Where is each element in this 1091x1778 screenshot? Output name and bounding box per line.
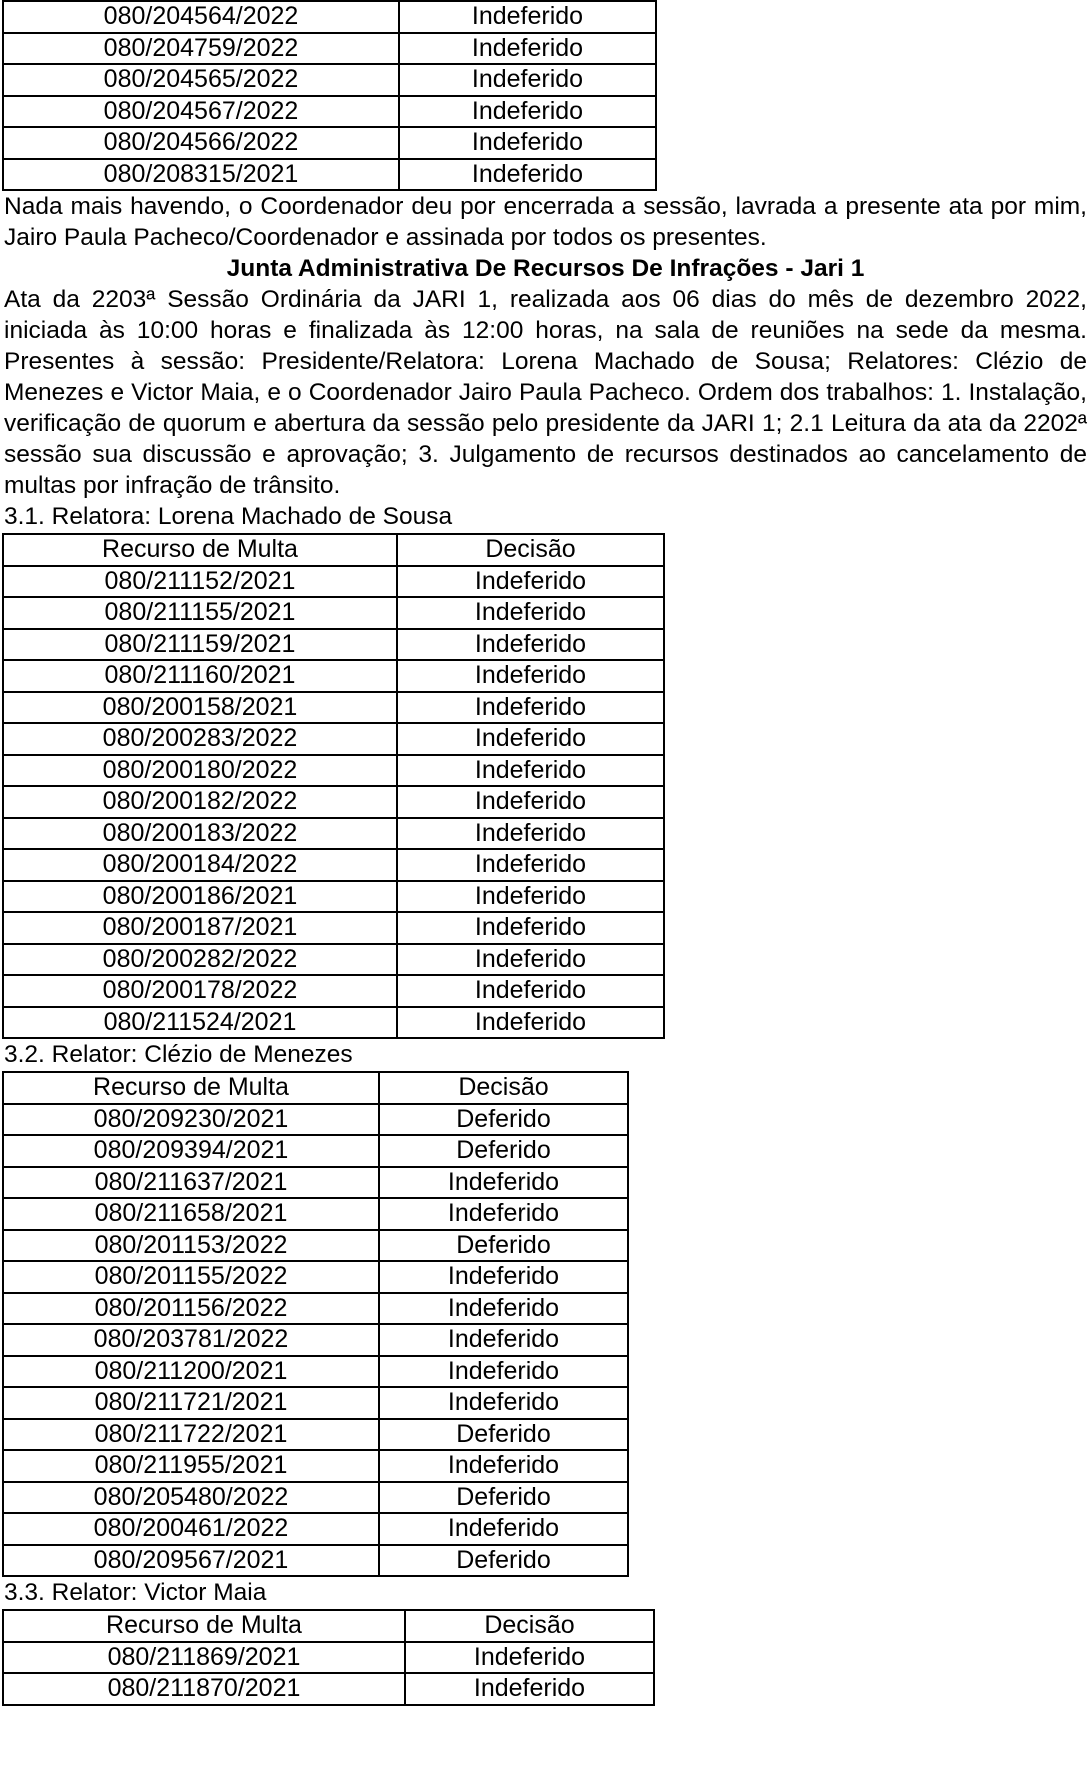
recurso-cell: 080/201155/2022 xyxy=(3,1261,379,1293)
decisao-cell: Indeferido xyxy=(379,1513,628,1545)
table-row xyxy=(3,566,664,598)
table-row xyxy=(3,33,656,65)
recurso-cell: 080/201156/2022 xyxy=(3,1293,379,1325)
decisao-cell: Indeferido xyxy=(399,1,656,33)
table-row xyxy=(3,1135,628,1167)
decisao-cell: Deferido xyxy=(379,1419,628,1451)
session-minutes-paragraph: Ata da 2203ª Sessão Ordinária da JARI 1, realizada aos 06 dias do mês de dezembro 2022, iniciada às 10:00 horas e finalizada às 12:00 horas, na sala de reuniões na sede da mesma. Presentes à sessão: Presidente/Relatora: Lorena Machado de Sousa; Relatores: Clézio de Menezes e Victor Maia, e o Coordenador Jairo Paula Pacheco. Ordem dos trabalhos: 1. Instalação, verificação de quorum e abertura da sessão pelo presidente da JARI 1; 2.1 Leitura da ata da 2202ª sessão sua discussão e aprovação; 3. Julgamento de recursos destinados ao cancelamento de multas por infração de trânsito. xyxy=(4,286,1087,499)
recurso-cell: 080/211200/2021 xyxy=(3,1356,379,1388)
decisao-cell: Indeferido xyxy=(397,566,664,598)
table-row xyxy=(3,1482,628,1514)
table-row xyxy=(3,1545,628,1577)
decision-table-clezio xyxy=(2,1071,629,1577)
recurso-cell: 080/211869/2021 xyxy=(3,1642,405,1674)
table-row xyxy=(3,1167,628,1199)
header-recurso: Recurso de Multa xyxy=(3,1610,405,1642)
table-row xyxy=(3,1419,628,1451)
recurso-cell: 080/211658/2021 xyxy=(3,1198,379,1230)
recurso-cell: 080/211721/2021 xyxy=(3,1387,379,1419)
table-row xyxy=(3,159,656,191)
section-label-relatora-lorena: 3.1. Relatora: Lorena Machado de Sousa xyxy=(4,503,453,530)
recurso-cell: 080/211160/2021 xyxy=(3,660,397,692)
table-row xyxy=(3,1261,628,1293)
section-label-relator-clezio: 3.2. Relator: Clézio de Menezes xyxy=(4,1041,353,1068)
recurso-cell: 080/200461/2022 xyxy=(3,1513,379,1545)
recurso-cell: 080/211637/2021 xyxy=(3,1167,379,1199)
table-row xyxy=(3,629,664,661)
decisao-cell: Indeferido xyxy=(379,1324,628,1356)
recurso-cell: 080/211155/2021 xyxy=(3,597,397,629)
recurso-cell: 080/209230/2021 xyxy=(3,1104,379,1136)
header-recurso: Recurso de Multa xyxy=(3,1072,379,1104)
recurso-cell: 080/208315/2021 xyxy=(3,159,399,191)
recurso-cell: 080/204567/2022 xyxy=(3,96,399,128)
table-row xyxy=(3,1673,654,1705)
decisao-cell: Indeferido xyxy=(397,1007,664,1039)
table-row xyxy=(3,1324,628,1356)
decisao-cell: Indeferido xyxy=(397,755,664,787)
recurso-cell: 080/200178/2022 xyxy=(3,975,397,1007)
recurso-cell: 080/211524/2021 xyxy=(3,1007,397,1039)
recurso-cell: 080/211159/2021 xyxy=(3,629,397,661)
table-row xyxy=(3,849,664,881)
recurso-cell: 080/200180/2022 xyxy=(3,755,397,787)
header-decisao: Decisão xyxy=(397,534,664,566)
recurso-cell: 080/200184/2022 xyxy=(3,849,397,881)
header-recurso: Recurso de Multa xyxy=(3,534,397,566)
table-row xyxy=(3,1104,628,1136)
header-decisao: Decisão xyxy=(405,1610,654,1642)
table-row xyxy=(3,944,664,976)
table-row xyxy=(3,597,664,629)
recurso-cell: 080/205480/2022 xyxy=(3,1482,379,1514)
decisao-cell: Indeferido xyxy=(397,975,664,1007)
decisao-cell: Indeferido xyxy=(397,944,664,976)
document-title: Junta Administrativa De Recursos De Infrações - Jari 1 xyxy=(226,255,865,282)
decisao-cell: Indeferido xyxy=(379,1293,628,1325)
recurso-cell: 080/200186/2021 xyxy=(3,881,397,913)
table-row xyxy=(3,1513,628,1545)
recurso-cell: 080/204565/2022 xyxy=(3,64,399,96)
table-row xyxy=(3,1007,664,1039)
table-row xyxy=(3,1356,628,1388)
table-row xyxy=(3,1293,628,1325)
table-row xyxy=(3,1198,628,1230)
decisao-cell: Indeferido xyxy=(397,692,664,724)
table-row xyxy=(3,723,664,755)
decisao-cell: Indeferido xyxy=(397,597,664,629)
table-header-row xyxy=(3,534,664,566)
decisao-cell: Indeferido xyxy=(379,1167,628,1199)
decisao-cell: Indeferido xyxy=(399,127,656,159)
table-row xyxy=(3,786,664,818)
decisao-cell: Indeferido xyxy=(399,64,656,96)
table-row xyxy=(3,127,656,159)
table-row xyxy=(3,975,664,1007)
recurso-cell: 080/204566/2022 xyxy=(3,127,399,159)
decisao-cell: Indeferido xyxy=(399,96,656,128)
decision-table-victor xyxy=(2,1609,655,1706)
recurso-cell: 080/204564/2022 xyxy=(3,1,399,33)
table-row xyxy=(3,755,664,787)
decisao-cell: Indeferido xyxy=(397,786,664,818)
decisao-cell: Indeferido xyxy=(397,723,664,755)
decisao-cell: Indeferido xyxy=(397,912,664,944)
decisao-cell: Indeferido xyxy=(405,1642,654,1674)
table-row xyxy=(3,96,656,128)
recurso-cell: 080/200283/2022 xyxy=(3,723,397,755)
table-header-row xyxy=(3,1610,654,1642)
recurso-cell: 080/203781/2022 xyxy=(3,1324,379,1356)
decisao-cell: Indeferido xyxy=(379,1356,628,1388)
decisao-cell: Indeferido xyxy=(379,1261,628,1293)
table-row xyxy=(3,1387,628,1419)
section-label-relator-victor: 3.3. Relator: Victor Maia xyxy=(4,1579,267,1606)
recurso-cell: 080/211955/2021 xyxy=(3,1450,379,1482)
recurso-cell: 080/200158/2021 xyxy=(3,692,397,724)
decisao-cell: Indeferido xyxy=(397,660,664,692)
decisao-cell: Indeferido xyxy=(405,1673,654,1705)
recurso-cell: 080/200282/2022 xyxy=(3,944,397,976)
table-row xyxy=(3,64,656,96)
recurso-cell: 080/201153/2022 xyxy=(3,1230,379,1262)
decisao-cell: Deferido xyxy=(379,1135,628,1167)
decisao-cell: Indeferido xyxy=(399,159,656,191)
table-row xyxy=(3,1642,654,1674)
recurso-cell: 080/209394/2021 xyxy=(3,1135,379,1167)
continued-decision-table xyxy=(2,0,657,191)
decisao-cell: Deferido xyxy=(379,1104,628,1136)
recurso-cell: 080/211152/2021 xyxy=(3,566,397,598)
decisao-cell: Deferido xyxy=(379,1545,628,1577)
recurso-cell: 080/211870/2021 xyxy=(3,1673,405,1705)
recurso-cell: 080/200187/2021 xyxy=(3,912,397,944)
decisao-cell: Deferido xyxy=(379,1230,628,1262)
recurso-cell: 080/211722/2021 xyxy=(3,1419,379,1451)
table-header-row xyxy=(3,1072,628,1104)
recurso-cell: 080/200182/2022 xyxy=(3,786,397,818)
header-decisao: Decisão xyxy=(379,1072,628,1104)
table-row xyxy=(3,1230,628,1262)
decisao-cell: Indeferido xyxy=(397,849,664,881)
table-row xyxy=(3,692,664,724)
decisao-cell: Indeferido xyxy=(379,1450,628,1482)
decision-table-lorena xyxy=(2,533,665,1039)
table-row xyxy=(3,818,664,850)
recurso-cell: 080/204759/2022 xyxy=(3,33,399,65)
table-row xyxy=(3,660,664,692)
decisao-cell: Indeferido xyxy=(397,629,664,661)
decisao-cell: Indeferido xyxy=(379,1198,628,1230)
recurso-cell: 080/200183/2022 xyxy=(3,818,397,850)
decisao-cell: Indeferido xyxy=(379,1387,628,1419)
decisao-cell: Deferido xyxy=(379,1482,628,1514)
table-row xyxy=(3,912,664,944)
recurso-cell: 080/209567/2021 xyxy=(3,1545,379,1577)
decisao-cell: Indeferido xyxy=(399,33,656,65)
table-row xyxy=(3,1450,628,1482)
table-row xyxy=(3,1,656,33)
decisao-cell: Indeferido xyxy=(397,881,664,913)
decisao-cell: Indeferido xyxy=(397,818,664,850)
table-row xyxy=(3,881,664,913)
closing-paragraph: Nada mais havendo, o Coordenador deu por encerrada a sessão, lavrada a presente ata por mim, Jairo Paula Pacheco/Coordenador e assinada por todos os presentes. xyxy=(4,193,1087,251)
